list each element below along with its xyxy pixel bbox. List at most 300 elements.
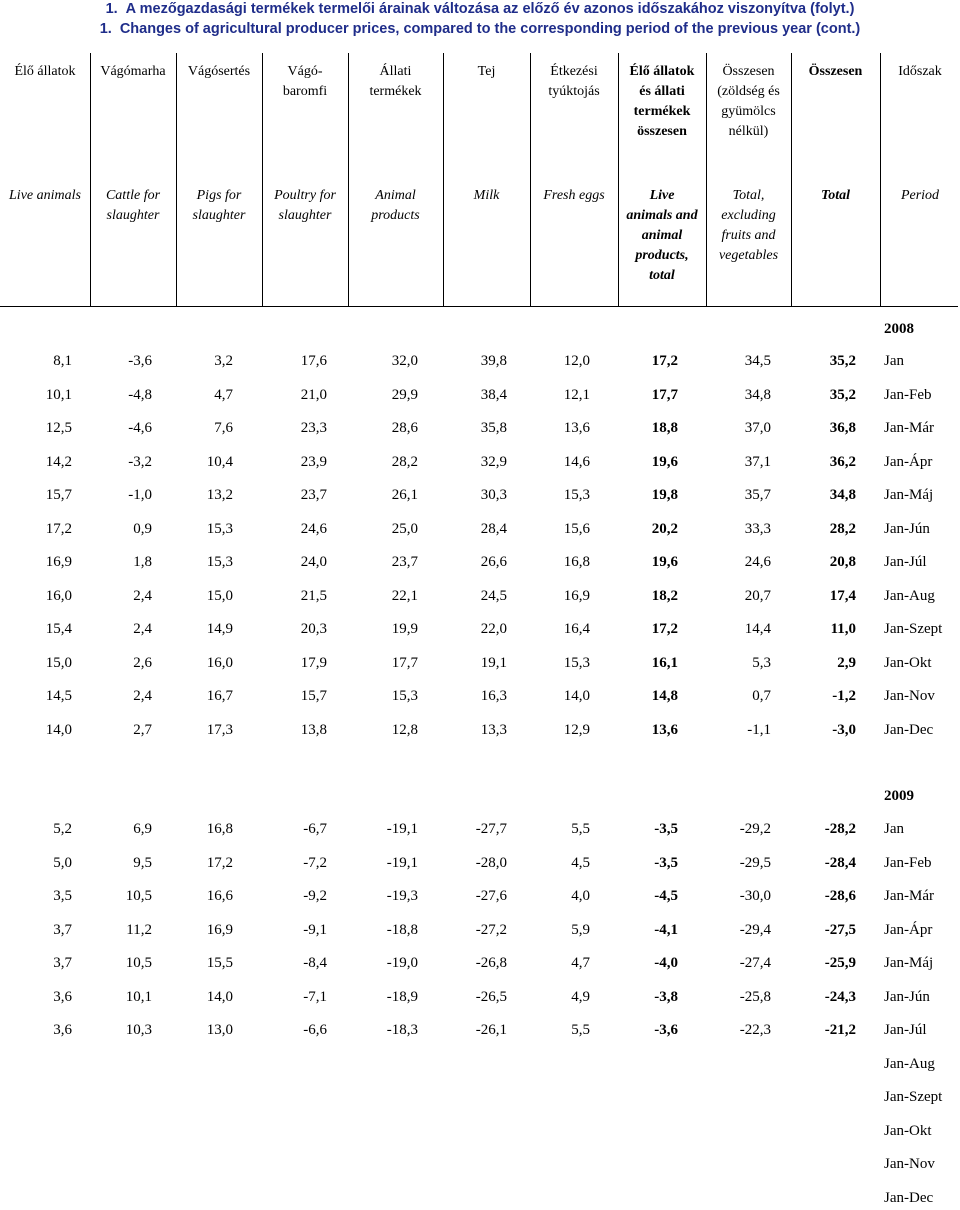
value-cell: 9,5: [133, 854, 152, 871]
value-cell: 12,0: [563, 353, 590, 369]
table-title-english: [0, 21, 960, 37]
value-cell: 5,9: [571, 921, 590, 938]
value-cell: -18,3: [386, 1022, 418, 1038]
title-number: 1.: [99, 21, 112, 37]
header-line: Vágómarha: [100, 64, 166, 79]
period-cell: Jan-Szept: [884, 621, 943, 637]
value-cell: -3,5: [654, 821, 678, 837]
value-cell: 12,9: [563, 721, 590, 738]
header-line: Étkezési: [550, 64, 598, 79]
value-cell: 10,1: [125, 988, 152, 1005]
value-cell: 22,0: [480, 621, 507, 637]
en-header-9: [791, 186, 880, 206]
value-cell: 4,9: [571, 988, 590, 1005]
value-cell: 23,7: [300, 487, 327, 503]
value-cell: 2,4: [133, 688, 152, 704]
hu-header-5: [443, 62, 530, 82]
value-cell: 14,5: [45, 688, 72, 704]
header-line: animal: [641, 228, 683, 243]
value-cell: 26,1: [391, 487, 418, 503]
table-row: [0, 1186, 960, 1210]
value-cell: -9,1: [303, 921, 327, 938]
value-cell: 16,3: [480, 688, 507, 704]
header-line: Period: [900, 188, 940, 203]
value-cell: 35,7: [744, 487, 771, 503]
value-cell: -6,6: [303, 1022, 327, 1038]
value-cell: 3,7: [53, 921, 72, 938]
value-cell: -30,0: [739, 888, 771, 904]
value-cell: 16,0: [206, 654, 233, 671]
header-column-divider: [880, 53, 881, 307]
value-cell: 38,4: [480, 386, 507, 403]
table-row: [0, 550, 960, 574]
value-cell: 2,6: [133, 654, 152, 671]
value-cell: 24,5: [480, 587, 507, 604]
value-cell: 14,0: [45, 721, 72, 738]
header-line: összesen: [637, 124, 687, 139]
value-cell: -28,4: [824, 854, 856, 871]
value-cell: 16,0: [45, 587, 72, 604]
value-cell: 16,9: [563, 587, 590, 604]
year-label: 2008: [884, 321, 914, 337]
value-cell: 34,5: [744, 353, 771, 369]
hu-header-3: [262, 62, 348, 102]
period-cell: Jan-Már: [884, 420, 934, 436]
value-cell: -4,0: [654, 955, 678, 971]
value-cell: -7,1: [303, 988, 327, 1005]
value-cell: 32,9: [480, 453, 507, 470]
period-cell: Jan-Júl: [884, 1022, 927, 1038]
period-cell: Jan-Okt: [884, 1122, 932, 1139]
header-line: slaughter: [192, 208, 246, 223]
header-line: fruits and: [721, 228, 776, 243]
value-cell: 10,4: [206, 453, 233, 470]
value-cell: 4,7: [214, 386, 233, 403]
table-row: [0, 349, 960, 373]
header-line: Vágósertés: [187, 64, 251, 79]
title-text: Changes of agricultural producer prices, compared to the corresponding period of the previous year (cont.): [119, 21, 861, 37]
header-line: Total,: [732, 188, 765, 203]
value-cell: 10,5: [125, 888, 152, 904]
value-cell: 24,6: [300, 520, 327, 537]
en-header-3: [262, 186, 348, 226]
value-cell: 14,2: [45, 453, 72, 470]
table-row: [0, 483, 960, 507]
value-cell: 2,9: [837, 654, 856, 671]
value-cell: -28,0: [475, 854, 507, 871]
value-cell: -4,5: [654, 888, 678, 904]
value-cell: -4,8: [128, 386, 152, 403]
value-cell: 0,9: [133, 520, 152, 537]
table-row: [0, 684, 960, 708]
period-cell: Jan-Okt: [884, 654, 932, 671]
value-cell: 14,9: [206, 621, 233, 637]
value-cell: 17,2: [651, 353, 678, 369]
header-line: slaughter: [106, 208, 160, 223]
header-line: Animal: [375, 188, 416, 203]
value-cell: 13,2: [206, 487, 233, 503]
value-cell: 10,3: [125, 1022, 152, 1038]
value-cell: 3,6: [53, 988, 72, 1005]
hu-header-9: [791, 62, 880, 82]
value-cell: 32,0: [391, 353, 418, 369]
value-cell: -27,7: [475, 821, 507, 837]
value-cell: 16,7: [206, 688, 233, 704]
table-row: [0, 450, 960, 474]
value-cell: 4,0: [571, 888, 590, 904]
value-cell: -27,4: [739, 955, 771, 971]
period-cell: Jan-Máj: [884, 487, 934, 503]
value-cell: 20,3: [300, 621, 327, 637]
table-header: [0, 53, 958, 307]
value-cell: 18,8: [651, 420, 678, 436]
value-cell: -6,7: [303, 821, 327, 837]
header-line: Időszak: [898, 64, 942, 79]
header-line: Élő állatok: [14, 64, 76, 79]
en-header-6: [530, 186, 618, 206]
value-cell: -3,6: [128, 353, 152, 369]
value-cell: 28,2: [829, 520, 856, 537]
value-cell: 15,0: [45, 654, 72, 671]
period-cell: Jan-Aug: [884, 587, 935, 604]
period-cell: Jan-Nov: [884, 1156, 935, 1172]
table-title-hungarian: [0, 1, 960, 17]
value-cell: 39,8: [480, 353, 507, 369]
value-cell: -22,3: [739, 1022, 771, 1038]
value-cell: 17,7: [651, 386, 678, 403]
value-cell: 15,3: [206, 520, 233, 537]
value-cell: -25,8: [739, 988, 771, 1005]
value-cell: -1,1: [747, 721, 771, 738]
table-row: [0, 383, 960, 407]
value-cell: -18,9: [386, 988, 418, 1005]
value-cell: 15,6: [563, 520, 590, 537]
value-cell: 19,1: [480, 654, 507, 671]
value-cell: -1,0: [128, 487, 152, 503]
value-cell: 16,8: [563, 554, 590, 570]
value-cell: 21,5: [300, 587, 327, 604]
value-cell: 37,1: [744, 453, 771, 470]
value-cell: -3,2: [128, 453, 152, 470]
value-cell: 35,2: [829, 353, 856, 369]
value-cell: 5,0: [53, 854, 72, 871]
table-row: [0, 1052, 960, 1076]
value-cell: 15,3: [563, 487, 590, 503]
value-cell: -26,5: [475, 988, 507, 1005]
value-cell: -19,3: [386, 888, 418, 904]
value-cell: 35,2: [829, 386, 856, 403]
value-cell: -28,2: [824, 821, 856, 837]
value-cell: -29,4: [739, 921, 771, 938]
period-cell: Jan-Szept: [884, 1089, 943, 1105]
value-cell: 29,9: [391, 386, 418, 403]
value-cell: 2,4: [133, 587, 152, 604]
value-cell: 24,6: [744, 554, 771, 570]
title-number: 1.: [105, 1, 118, 17]
header-line: Összesen: [808, 64, 863, 79]
header-line: és állati: [639, 84, 685, 99]
value-cell: 5,5: [571, 1022, 590, 1038]
value-cell: 28,2: [391, 453, 418, 470]
value-cell: 18,2: [651, 587, 678, 604]
period-cell: Jan-Ápr: [884, 921, 933, 938]
value-cell: -3,5: [654, 854, 678, 871]
value-cell: 20,2: [651, 520, 678, 537]
value-cell: 12,1: [563, 386, 590, 403]
value-cell: 6,9: [133, 821, 152, 837]
value-cell: 26,6: [480, 554, 507, 570]
value-cell: 19,9: [391, 621, 418, 637]
period-cell: Jan: [884, 821, 904, 837]
en-header-8: [706, 186, 791, 266]
table-row: [0, 1152, 960, 1176]
title-text: A mezőgazdasági termékek termelői árainak változása az előző év azonos időszakához viszonyítva (folyt.): [125, 1, 855, 17]
header-column-divider: [90, 53, 91, 307]
header-line: termékek: [369, 84, 422, 99]
hu-header-2: [176, 62, 262, 82]
value-cell: -21,2: [824, 1022, 856, 1038]
header-line: Live animals: [9, 188, 81, 203]
value-cell: -18,8: [386, 921, 418, 938]
period-cell: Jan-Dec: [884, 1189, 934, 1206]
en-header-1: [90, 186, 176, 226]
header-line: total: [649, 268, 675, 283]
value-cell: 13,6: [563, 420, 590, 436]
value-cell: 34,8: [829, 487, 856, 503]
value-cell: 17,7: [391, 654, 418, 671]
value-cell: -7,2: [303, 854, 327, 871]
period-cell: Jan: [884, 353, 904, 369]
value-cell: 3,7: [53, 955, 72, 971]
hu-header-6: [530, 62, 618, 102]
value-cell: 17,9: [300, 654, 327, 671]
value-cell: -4,1: [654, 921, 678, 938]
table-row: [0, 1085, 960, 1109]
period-cell: Jan-Jún: [884, 520, 930, 537]
header-line: Összesen: [722, 64, 775, 79]
value-cell: 15,7: [300, 688, 327, 704]
value-cell: -27,5: [824, 921, 856, 938]
value-cell: 1,8: [133, 554, 152, 570]
value-cell: 28,4: [480, 520, 507, 537]
value-cell: 16,6: [206, 888, 233, 904]
header-line: baromfi: [282, 84, 328, 99]
value-cell: 14,6: [563, 453, 590, 470]
value-cell: 3,6: [53, 1022, 72, 1038]
table-row: [0, 817, 960, 841]
header-line: Live: [649, 188, 675, 203]
header-line: excluding: [721, 208, 776, 223]
header-column-divider: [443, 53, 444, 307]
value-cell: 17,4: [829, 587, 856, 604]
value-cell: 15,3: [563, 654, 590, 671]
value-cell: -29,2: [739, 821, 771, 837]
value-cell: 2,7: [133, 721, 152, 738]
header-line: products,: [635, 248, 689, 263]
value-cell: 11,0: [830, 621, 856, 637]
value-cell: 14,0: [563, 688, 590, 704]
header-line: Cattle for: [105, 188, 161, 203]
table-row: [0, 651, 960, 675]
table-row: [0, 851, 960, 875]
value-cell: 5,5: [571, 821, 590, 837]
value-cell: 17,2: [651, 621, 678, 637]
header-line: slaughter: [278, 208, 332, 223]
table-row: [0, 718, 960, 742]
year-label: 2009: [884, 788, 914, 804]
en-header-0: [0, 186, 90, 206]
value-cell: -3,8: [654, 988, 678, 1005]
value-cell: 15,4: [45, 621, 72, 637]
header-line: nélkül): [728, 124, 769, 139]
value-cell: 10,1: [45, 386, 72, 403]
value-cell: -19,1: [386, 854, 418, 871]
table-row: [0, 584, 960, 608]
header-line: Fresh eggs: [543, 188, 605, 203]
header-line: products: [371, 208, 420, 223]
value-cell: 17,2: [206, 854, 233, 871]
value-cell: -28,6: [824, 888, 856, 904]
value-cell: -1,2: [832, 688, 856, 704]
value-cell: 13,0: [206, 1022, 233, 1038]
value-cell: 2,4: [133, 621, 152, 637]
value-cell: 5,2: [53, 821, 72, 837]
value-cell: 17,6: [300, 353, 327, 369]
value-cell: 19,6: [651, 554, 678, 570]
period-cell: Jan-Dec: [884, 721, 934, 738]
value-cell: 10,5: [125, 955, 152, 971]
value-cell: 7,6: [214, 420, 233, 436]
header-line: Poultry for: [274, 188, 336, 203]
value-cell: 8,1: [53, 353, 72, 369]
value-cell: 15,0: [206, 587, 233, 604]
value-cell: 12,5: [45, 420, 72, 436]
value-cell: 13,3: [480, 721, 507, 738]
hu-header-7: [618, 62, 706, 142]
header-line: Tej: [477, 64, 496, 79]
value-cell: 16,1: [651, 654, 678, 671]
value-cell: -26,8: [475, 955, 507, 971]
header-line: animals and: [626, 208, 698, 223]
hu-header-8: [706, 62, 791, 142]
period-cell: Jan-Feb: [884, 854, 932, 871]
value-cell: -8,4: [303, 955, 327, 971]
value-cell: 24,0: [300, 554, 327, 570]
value-cell: 16,9: [45, 554, 72, 570]
value-cell: -27,2: [475, 921, 507, 938]
hu-header-10: [880, 62, 960, 82]
header-line: Milk: [473, 188, 500, 203]
table-row: [0, 1119, 960, 1143]
value-cell: 16,9: [206, 921, 233, 938]
header-line: tyúktojás: [548, 84, 600, 99]
value-cell: 22,1: [391, 587, 418, 604]
header-line: (zöldség és: [717, 84, 780, 99]
value-cell: -19,0: [386, 955, 418, 971]
value-cell: 23,3: [300, 420, 327, 436]
en-header-4: [348, 186, 443, 226]
value-cell: 15,3: [206, 554, 233, 570]
value-cell: 21,0: [300, 386, 327, 403]
hu-header-0: [0, 62, 90, 82]
header-line: termékek: [633, 104, 691, 119]
period-cell: Jan-Nov: [884, 688, 935, 704]
period-cell: Jan-Ápr: [884, 453, 933, 470]
value-cell: 20,7: [744, 587, 771, 604]
value-cell: 23,9: [300, 453, 327, 470]
value-cell: 17,2: [45, 520, 72, 537]
table-row: [0, 951, 960, 975]
value-cell: 14,8: [651, 688, 678, 704]
value-cell: 25,0: [391, 520, 418, 537]
value-cell: 12,8: [391, 721, 418, 738]
header-column-divider: [791, 53, 792, 307]
table-row: [0, 517, 960, 541]
value-cell: 16,8: [206, 821, 233, 837]
value-cell: 15,7: [45, 487, 72, 503]
value-cell: 23,7: [391, 554, 418, 570]
value-cell: 20,8: [829, 554, 856, 570]
table-row: [0, 617, 960, 641]
header-line: vegetables: [718, 248, 779, 263]
header-line: gyümölcs: [721, 104, 776, 119]
table-row: [0, 918, 960, 942]
value-cell: -3,0: [832, 721, 856, 738]
value-cell: 11,2: [126, 921, 152, 938]
header-line: Vágó-: [287, 64, 323, 79]
value-cell: -3,6: [654, 1022, 678, 1038]
value-cell: 13,6: [651, 721, 678, 738]
value-cell: 34,8: [744, 386, 771, 403]
en-header-5: [443, 186, 530, 206]
table-row: [0, 416, 960, 440]
value-cell: 37,0: [744, 420, 771, 436]
value-cell: -26,1: [475, 1022, 507, 1038]
value-cell: -25,9: [824, 955, 856, 971]
value-cell: -9,2: [303, 888, 327, 904]
en-header-7: [618, 186, 706, 286]
value-cell: 3,5: [53, 888, 72, 904]
header-column-divider: [176, 53, 177, 307]
value-cell: 30,3: [480, 487, 507, 503]
value-cell: 35,8: [480, 420, 507, 436]
value-cell: 33,3: [744, 520, 771, 537]
value-cell: 14,0: [206, 988, 233, 1005]
header-line: Élő állatok: [629, 64, 695, 79]
value-cell: 28,6: [391, 420, 418, 436]
period-cell: Jan-Júl: [884, 554, 927, 570]
value-cell: 13,8: [300, 721, 327, 738]
value-cell: -24,3: [824, 988, 856, 1005]
hu-header-4: [348, 62, 443, 102]
value-cell: 5,3: [752, 654, 771, 671]
value-cell: 17,3: [206, 721, 233, 738]
value-cell: 19,6: [651, 453, 678, 470]
table-row: [0, 1018, 960, 1042]
value-cell: -27,6: [475, 888, 507, 904]
value-cell: 19,8: [651, 487, 678, 503]
period-cell: Jan-Jún: [884, 988, 930, 1005]
en-header-2: [176, 186, 262, 226]
value-cell: 15,5: [206, 955, 233, 971]
period-cell: Jan-Feb: [884, 386, 932, 403]
period-cell: Jan-Máj: [884, 955, 934, 971]
hu-header-1: [90, 62, 176, 82]
value-cell: 16,4: [563, 621, 590, 637]
header-line: Total: [820, 188, 851, 203]
value-cell: 0,7: [752, 688, 771, 704]
period-cell: Jan-Már: [884, 888, 934, 904]
